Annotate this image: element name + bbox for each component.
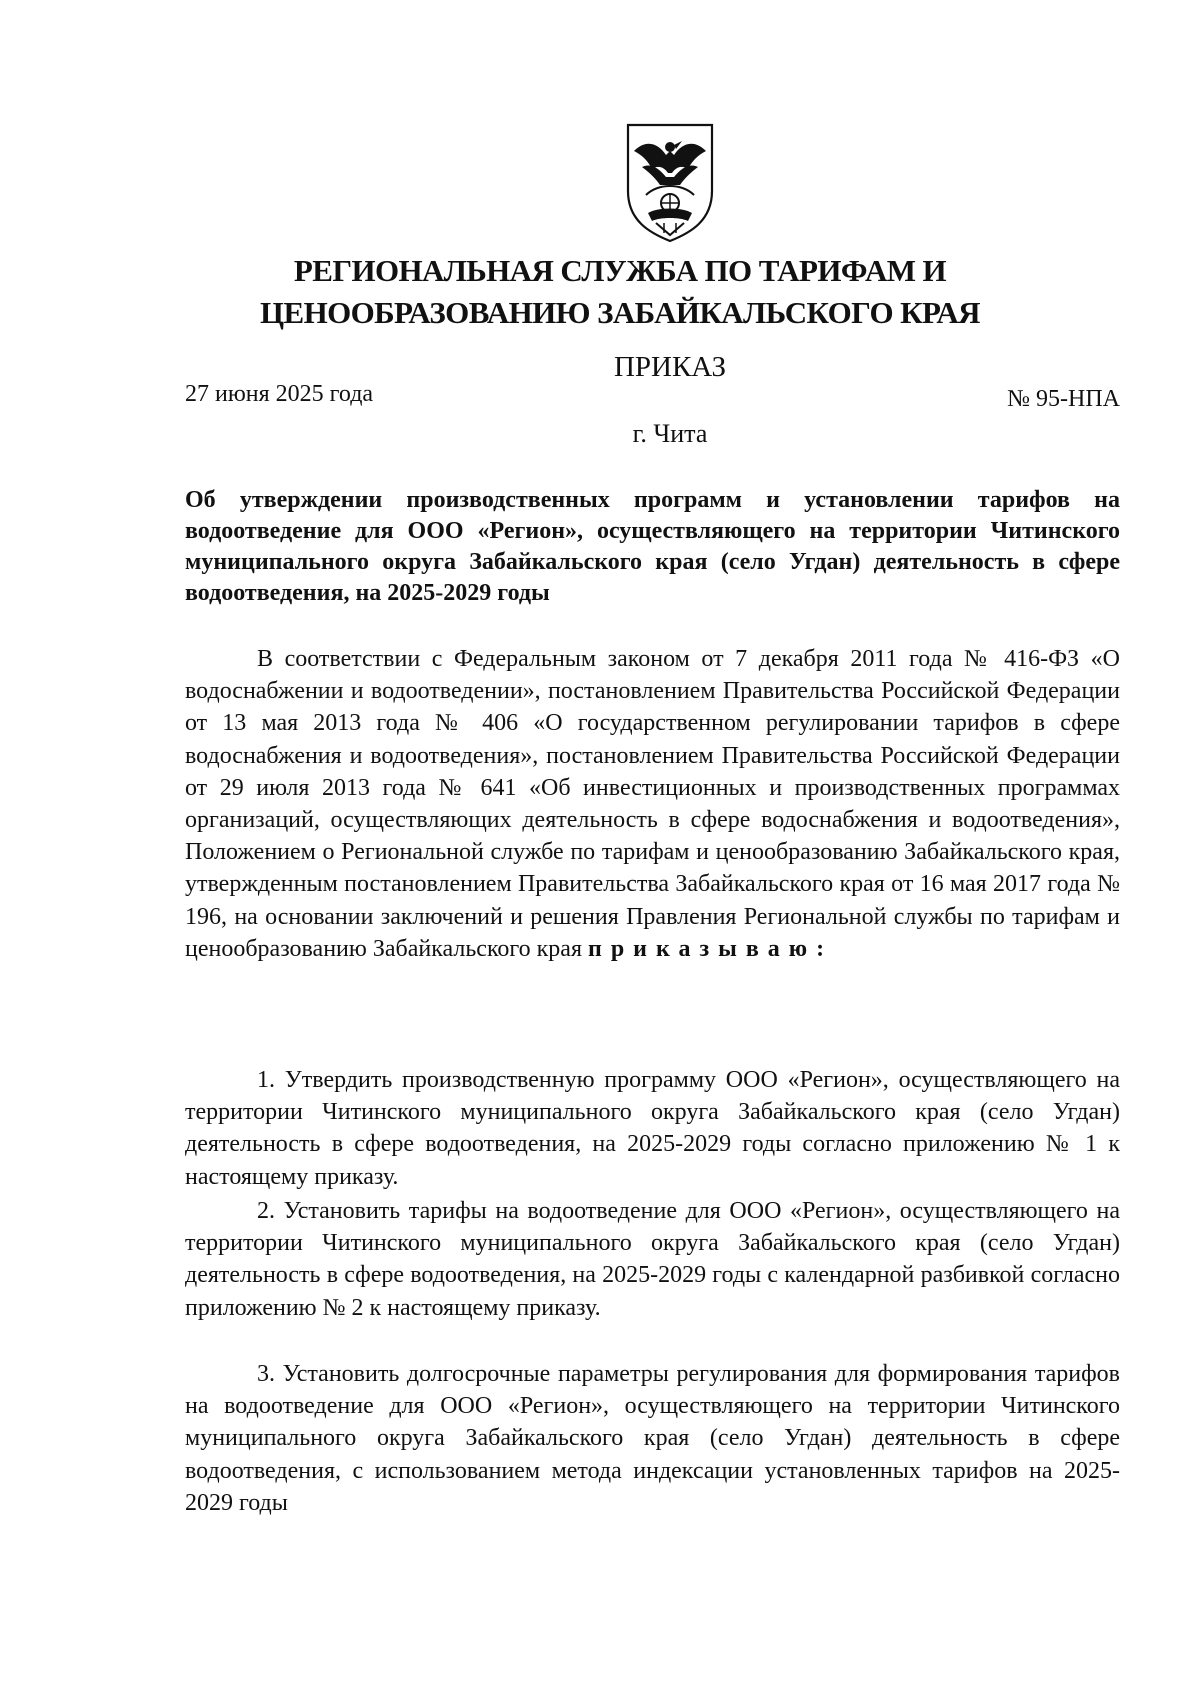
- organization-title-line-2: ЦЕНООБРАЗОВАНИЮ ЗАБАЙКАЛЬСКОГО КРАЯ: [260, 295, 980, 330]
- document-type: ПРИКАЗ: [613, 351, 727, 383]
- order-item-3: 3. Установить долгосрочные параметры регулирования для формирования тарифов на водоотведение для ООО «Регион», осуществляющего на территории Читинского муниципального округа Забайкальского края (село Угдан) деятельность в сфере водоотведения, с использованием метода индексации установленных тарифов на 2025-2029 годы: [185, 1361, 1120, 1516]
- document-date: 27 июня 2025 года: [185, 381, 374, 407]
- document-subject: Об утверждении производственных программ и установлении тарифов на водоотведение для ООО «Регион», осуществляющего на территории Читинского муниципального округа Забайкальского края (село Угдан) деятельность в сфере водоотведения, на 2025-2029 годы: [185, 487, 1120, 606]
- organization-title: [200, 250, 1040, 334]
- preamble-text: В соответствии с Федеральным законом от 7 декабря 2011 года № 416-ФЗ «О водоснабжении и водоотведении», постановлением Правительства Российской Федерации от 13 мая 2013 года № 406 «О государственном регулировании тарифов в сфере водоснабжения и водоотведения», постановлением Правительства Российской Федерации от 29 июля 2013 года № 641 «Об инвестиционных и производственных программах организаций, осуществляющих деятельность в сфере водоснабжения и водоотведения», Положением о Региональной службе по тарифам и ценообразованию Забайкальского края, утвержденным постановлением Правительства Забайкальского края от 16 мая 2017 года № 196, на основании заключений и решения Правления Региональной службы по тарифам и ценообразованию Забайкальского края: [185, 646, 1120, 962]
- order-item-2: 2. Установить тарифы на водоотведение для ООО «Регион», осуществляющего на территории Читинского муниципального округа Забайкальского края (село Угдан) деятельность в сфере водоотведения, на 2025-2029 годы с календарной разбивкой согласно приложению № 2 к настоящему приказу.: [185, 1198, 1120, 1321]
- order-item-1: 1. Утвердить производственную программу ООО «Регион», осуществляющего на территории Читинского муниципального округа Забайкальского края (село Угдан) деятельность в сфере водоотведения, на 2025-2029 годы согласно приложению № 1 к настоящему приказу.: [185, 1067, 1120, 1190]
- decree-word: приказываю:: [587, 935, 834, 962]
- organization-title-line-1: РЕГИОНАЛЬНАЯ СЛУЖБА ПО ТАРИФАМ И: [293, 253, 947, 288]
- preamble-paragraph: [185, 643, 1120, 965]
- coat-of-arms-icon: [622, 121, 718, 245]
- document-number: № 95-НПА: [1007, 386, 1120, 412]
- document-city: г. Чита: [632, 419, 708, 448]
